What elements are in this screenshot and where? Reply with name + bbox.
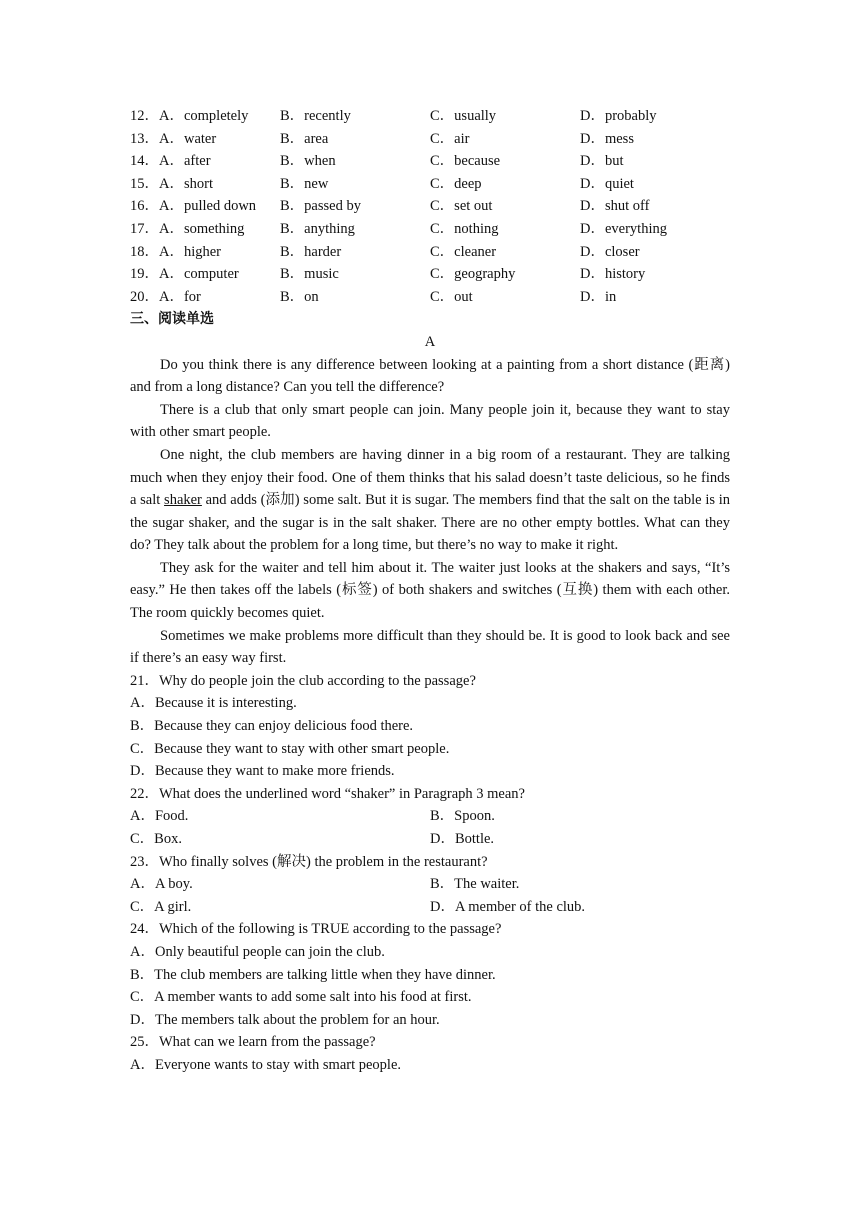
cloze-options (130, 105, 730, 308)
option-c: C．deep (430, 175, 482, 192)
option-a: 15．A．short (130, 175, 213, 192)
option-a: A．Because it is interesting. (130, 695, 297, 712)
question-row-17 (130, 218, 730, 241)
option-a: 16．A．pulled down (130, 198, 257, 215)
option-a: 13．A．water (130, 130, 217, 147)
option-b: B．The waiter. (430, 876, 520, 893)
reading-passage (130, 354, 730, 670)
question-stem: 21．Why do people join the club according to the passage? (130, 672, 476, 689)
option-b: B．The club members are talking little when they have dinner. (130, 966, 496, 983)
question-stem: 25．What can we learn from the passage? (130, 1034, 376, 1051)
option-d: D．The members talk about the problem for an hour. (130, 1011, 440, 1028)
paragraph-5: Sometimes we make problems more difficult than they should be. It is good to look back and see if there’s an easy way first. (130, 627, 730, 667)
option-b: B．passed by (280, 198, 361, 215)
question-row-15 (130, 173, 730, 196)
option-c: C．geography (430, 266, 516, 283)
option-a: 14．A．after (130, 153, 211, 170)
option-c: C．air (430, 130, 470, 147)
paragraph-4: They ask for the waiter and tell him about it. The waiter just looks at the shakers and says, “It’s easy.” He then takes off the labels (标签) of both shakers and switches (互换) them with each other. The room quickly becomes quiet. (130, 559, 730, 622)
question-row-20 (130, 286, 730, 309)
option-b: B．harder (280, 243, 342, 260)
paragraph-2: There is a club that only smart people can join. Many people join it, because they want to stay with other smart people. (130, 401, 730, 441)
option-d: D．probably (580, 108, 657, 124)
option-c: C．set out (430, 198, 493, 215)
options-row-ab (130, 805, 730, 828)
option-c: C．usually (430, 108, 497, 124)
option-c: C．Because they want to stay with other smart people. (130, 740, 450, 757)
option-c: C．cleaner (430, 243, 497, 260)
option-d: D．but (580, 153, 624, 170)
question-row-19 (130, 263, 730, 286)
option-c: C．A member wants to add some salt into his food at first. (130, 989, 472, 1006)
option-a: 20．A．for (130, 288, 201, 305)
option-c: C．Box. (130, 831, 182, 847)
question-row-12 (130, 105, 730, 128)
option-b: B．recently (280, 108, 351, 124)
question-stem: 24．Which of the following is TRUE according to the passage? (130, 921, 502, 938)
option-d: D．quiet (580, 175, 634, 192)
option-a: A．A boy. (130, 876, 193, 893)
option-d: D．mess (580, 130, 634, 147)
option-a: 17．A．something (130, 220, 245, 237)
exam-page (130, 105, 730, 1077)
option-d: D．everything (580, 220, 667, 237)
underlined-word-shaker: shaker (164, 492, 202, 509)
option-c: C．out (430, 288, 473, 305)
question-22 (130, 783, 730, 851)
option-d: D．Bottle. (430, 831, 495, 847)
options-row-ab (130, 873, 730, 896)
option-a: 19．A．computer (130, 266, 239, 283)
paragraph-3 (130, 444, 730, 557)
option-d: D．shut off (580, 198, 650, 215)
option-b: B．new (280, 175, 329, 192)
options-row-cd (130, 828, 730, 851)
question-stem: 23．Who finally solves (解决) the problem in the restaurant? (130, 853, 488, 870)
option-d: D．history (580, 266, 646, 283)
option-c: C．nothing (430, 220, 499, 237)
option-d: D．Because they want to make more friends. (130, 763, 395, 780)
option-b: B．when (280, 153, 336, 170)
paragraph-3-text-after: and adds (添加) some salt. But it is sugar. The members find that the salt on the table is in the sugar shaker, and the sugar is in the salt shaker. There are no other empty bottles. What can they do? They talk about the problem for a long time, but there’s no way to make it right. (130, 492, 730, 554)
question-row-18 (130, 241, 730, 264)
option-b: B．on (280, 288, 319, 305)
question-row-14 (130, 150, 730, 173)
paragraph-3-text-before: One night, the club members are having dinner in a big room of a restaurant. They are talking much when they enjoy their food. One of them thinks that his salad doesn’t taste delicious, so he finds a salt (130, 446, 730, 509)
question-24 (130, 918, 730, 1031)
option-a: A．Only beautiful people can join the club. (130, 943, 385, 960)
option-d: D．closer (580, 243, 640, 260)
option-a: 18．A．higher (130, 243, 222, 260)
option-b: B．area (280, 130, 329, 147)
question-row-16 (130, 195, 730, 218)
section-heading: 三、阅读单选 (130, 311, 214, 328)
question-stem: 22．What does the underlined word “shaker” in Paragraph 3 mean? (130, 785, 525, 802)
question-25 (130, 1031, 730, 1076)
option-c: C．A girl. (130, 898, 192, 915)
option-d: D．in (580, 288, 617, 305)
passage-label: A (424, 333, 436, 350)
option-b: B．anything (280, 220, 355, 237)
option-a: A．Food. (130, 808, 189, 825)
question-21 (130, 670, 730, 783)
question-23 (130, 851, 730, 919)
option-b: B．music (280, 266, 339, 283)
option-d: D．A member of the club. (430, 898, 586, 915)
option-a: 12．A．completely (130, 108, 249, 124)
option-a: A．Everyone wants to stay with smart people. (130, 1056, 402, 1073)
option-c: C．because (430, 153, 501, 170)
options-row-cd (130, 896, 730, 919)
option-b: B．Spoon. (430, 808, 495, 825)
paragraph-1: Do you think there is any difference between looking at a painting from a short distance (距离) and from a long distance? Can you tell the difference? (130, 356, 730, 396)
option-b: B．Because they can enjoy delicious food there. (130, 718, 414, 735)
question-row-13 (130, 128, 730, 151)
